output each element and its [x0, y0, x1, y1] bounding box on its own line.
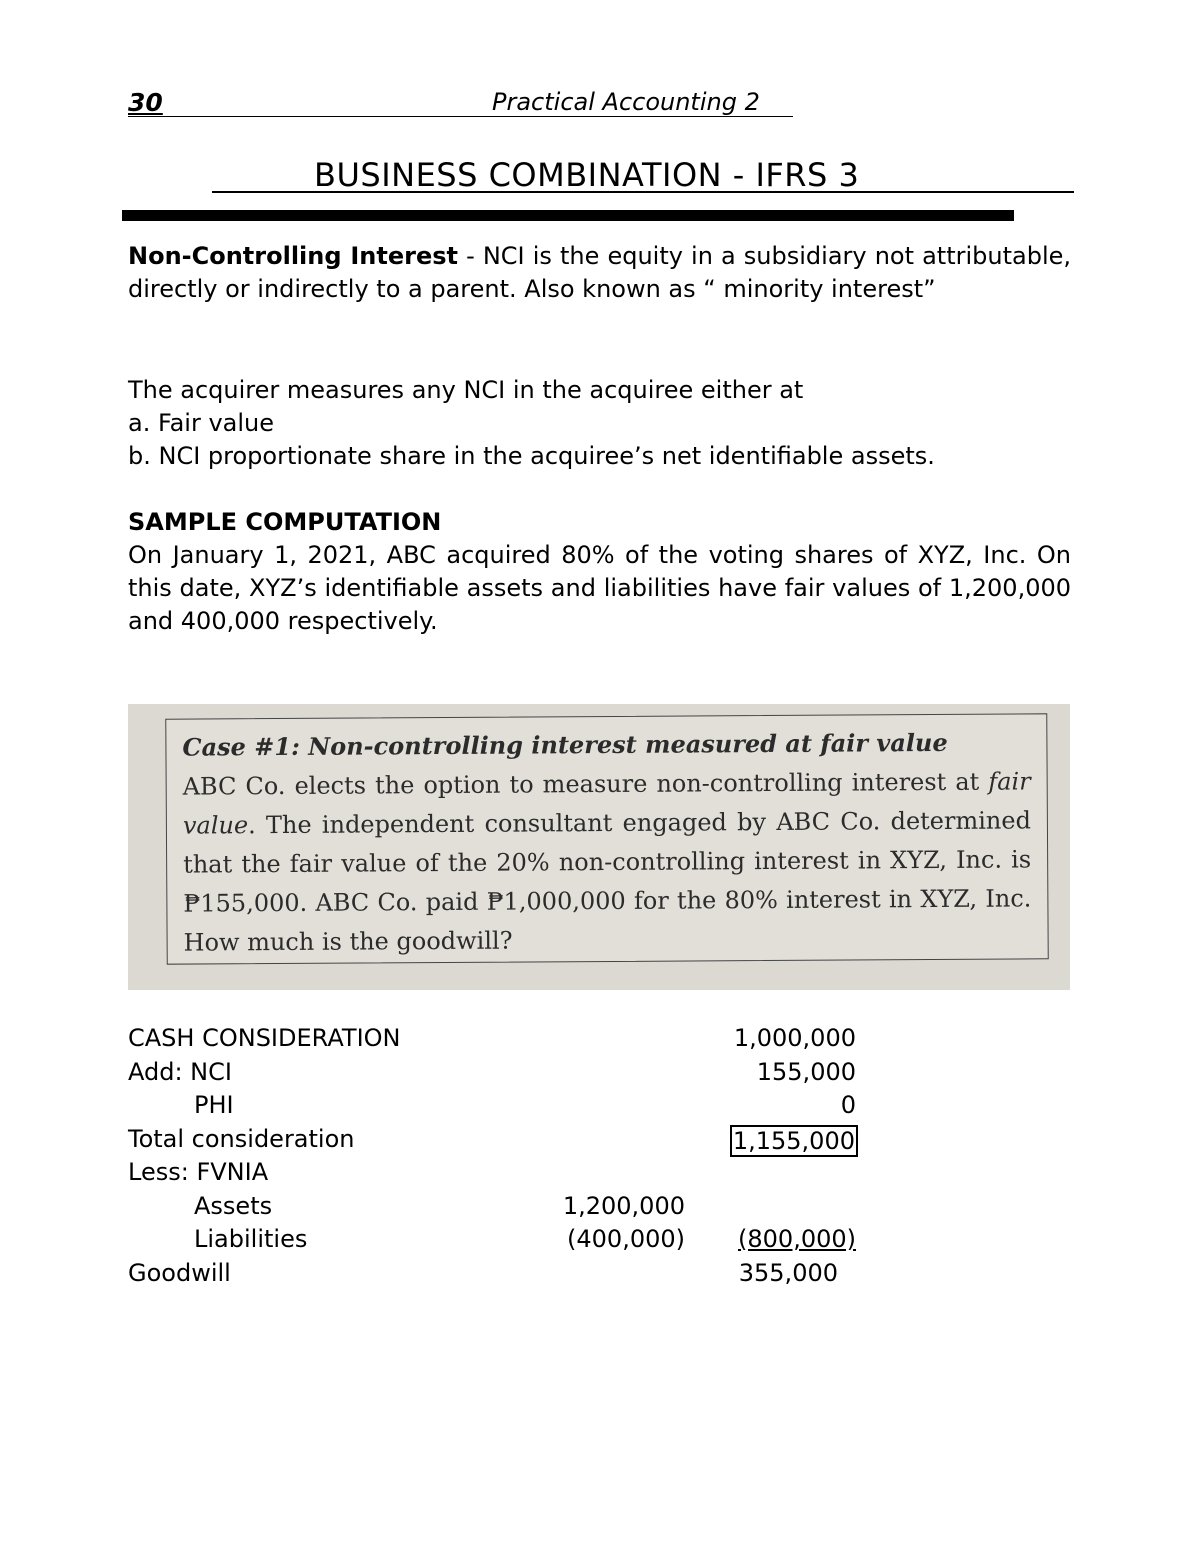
nci-value: 155,000	[756, 1057, 856, 1086]
total-value: 1,155,000	[730, 1125, 858, 1157]
measurement-option-a: a. Fair value	[128, 409, 274, 437]
row-liabilities	[128, 1223, 888, 1257]
goodwill-computation	[128, 1022, 888, 1290]
measurement-section	[128, 374, 1071, 473]
row-goodwill	[128, 1257, 888, 1291]
case-emphasis: fair value	[182, 767, 1031, 840]
assets-label: Assets	[194, 1191, 273, 1220]
measurement-intro: The acquirer measures any NCI in the acquiree either at	[128, 376, 804, 404]
sample-text: On January 1, 2021, ABC acquired 80% of the voting shares of XYZ, Inc. On this date, XYZ’s identifiable assets and liabilities have fair values of 1,200,000 and 400,000 respectively.	[128, 541, 1071, 635]
title-thick-bar	[122, 210, 1014, 221]
cash-label: CASH CONSIDERATION	[128, 1024, 401, 1052]
case-photo	[128, 704, 1070, 990]
case-line-start: ABC Co. elects the option to measure non-controlling interest at	[182, 767, 989, 801]
row-assets	[128, 1190, 888, 1224]
title-thin-rule	[212, 191, 1074, 193]
row-phi	[128, 1089, 888, 1123]
cash-value: 1,000,000	[733, 1024, 856, 1052]
page-number: 30	[128, 88, 163, 117]
liabilities-value: (400,000)	[567, 1225, 685, 1253]
sample-heading: SAMPLE COMPUTATION	[128, 508, 442, 536]
less-label: Less: FVNIA	[128, 1158, 269, 1186]
measurement-option-b: b. NCI proportionate share in the acquiree’s net identifiable assets.	[128, 442, 935, 470]
nci-definition-text: - NCI is the equity in a subsidiary not attributable, directly or indirectly to a parent. Also known as “ minority interest”	[128, 242, 1072, 303]
row-cash	[128, 1022, 888, 1056]
nci-label: Add: NCI	[128, 1057, 232, 1086]
fvnia-value: (800,000)	[738, 1225, 856, 1253]
goodwill-value: 355,000	[738, 1258, 838, 1287]
liabilities-label: Liabilities	[194, 1225, 308, 1253]
phi-value: 0	[840, 1091, 856, 1119]
sample-section	[128, 506, 1071, 638]
case-body: . The independent consultant engaged by ABC Co. determined that the fair value of the 20% non-controlling interest in XYZ, Inc. is ₱155,000. ABC Co. paid ₱1,000,000 for the 80% interest in XYZ, Inc. How much is the goodwill?	[183, 806, 1032, 957]
running-header: Practical Accounting 2	[492, 88, 760, 116]
chapter-title: BUSINESS COMBINATION - IFRS 3	[314, 156, 860, 194]
case-box	[165, 713, 1048, 964]
assets-value: 1,200,000	[562, 1191, 685, 1220]
goodwill-label: Goodwill	[128, 1258, 231, 1287]
row-less	[128, 1156, 888, 1190]
phi-label: PHI	[194, 1091, 234, 1119]
nci-term: Non-Controlling Interest	[128, 242, 459, 270]
nci-definition	[128, 240, 1071, 306]
header-rule	[128, 116, 793, 117]
case-text	[182, 722, 1031, 962]
case-title: Case #1: Non-controlling interest measured at fair value	[182, 727, 948, 762]
row-nci	[128, 1056, 888, 1090]
total-label: Total consideration	[128, 1124, 355, 1153]
row-total	[128, 1123, 888, 1157]
